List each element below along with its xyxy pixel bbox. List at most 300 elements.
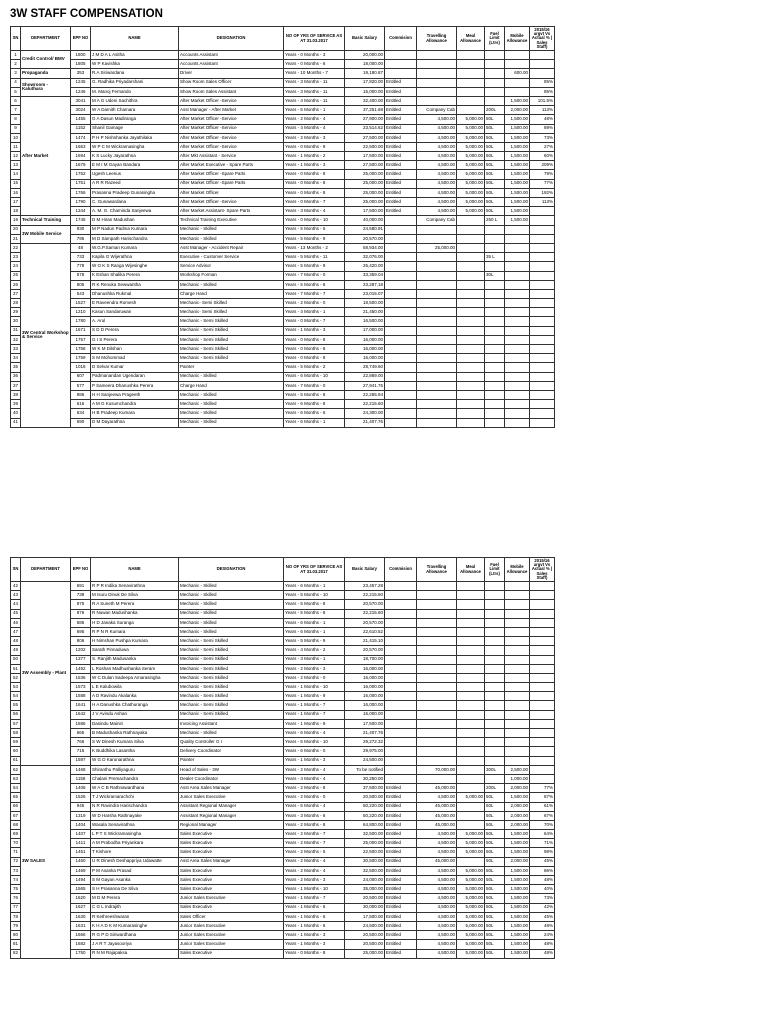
header-meal-allowance: Meal Allowance [457,558,485,582]
cell-designation: Mechanic- Semi Skilled [179,308,284,317]
cell-mobile-allowance: 1,500.00 [505,170,530,179]
cell-service-years: Years - 0 Months - 8 [284,335,345,344]
cell-epf-no: 543 [71,289,91,298]
cell-service-years: Years - 4 Months - 4 [284,124,345,133]
cell-commision [385,747,417,756]
cell-target-vs-actual: 40% [530,885,555,894]
cell-epf-no: 607 [71,372,91,381]
cell-meal-allowance [457,299,485,308]
cell-mobile-allowance: 1,500.00 [505,115,530,124]
cell-designation: Mechanic - Skilled [179,609,284,618]
table-row [11,591,555,600]
table-row [11,142,555,151]
table-header-row [11,558,555,582]
table-row [11,198,555,207]
cell-target-vs-actual [530,271,555,280]
cell-target-vs-actual [530,609,555,618]
cell-fuel-limit: 50L [485,839,505,848]
cell-fuel-limit: 50L [485,903,505,912]
cell-fuel-limit [485,774,505,783]
cell-basic-salary: 29,975.00 [345,747,385,756]
cell-service-years: Years - 5 Months - 1 [284,106,345,115]
cell-target-vs-actual [530,600,555,609]
cell-epf-no: 1745 [71,216,91,225]
cell-target-vs-actual [530,225,555,234]
cell-target-vs-actual: 24% [530,931,555,940]
table-row [11,115,555,124]
cell-meal-allowance [457,756,485,765]
cell-target-vs-actual [530,710,555,719]
table-row [11,784,555,793]
table-row [11,931,555,940]
cell-designation: Sales Executive [179,885,284,894]
cell-fuel-limit: 50L [485,115,505,124]
cell-commision: Entitled [385,903,417,912]
cell-fuel-limit [485,692,505,701]
cell-mobile-allowance [505,710,530,719]
cell-department: Propaganda [21,69,71,78]
cell-basic-salary: 27,500.00 [345,133,385,142]
table-row [11,60,555,69]
cell-meal-allowance: 5,000.00 [457,839,485,848]
cell-sn: 62 [11,765,21,774]
cell-department: 3W Assembly - Plant [21,582,71,766]
header-commision: Commision [385,27,417,51]
cell-target-vs-actual: 61% [530,802,555,811]
cell-epf-no: 806 [71,637,91,646]
cell-sn: 64 [11,784,21,793]
cell-commision: Entitled [385,188,417,197]
cell-mobile-allowance [505,289,530,298]
cell-commision [385,308,417,317]
cell-mobile-allowance [505,627,530,636]
cell-mobile-allowance [505,225,530,234]
cell-fuel-limit [485,345,505,354]
cell-epf-no: 1757 [71,335,91,344]
cell-mobile-allowance: 1,500.00 [505,133,530,142]
cell-commision [385,637,417,646]
cell-target-vs-actual [530,637,555,646]
cell-target-vs-actual [530,243,555,252]
cell-service-years: Years - 1 Months - 2 [284,152,345,161]
cell-mobile-allowance [505,729,530,738]
cell-target-vs-actual: 87% [530,793,555,802]
cell-travelling-allowance [417,701,457,710]
cell-designation: Mechanic - Semi Skilled [179,637,284,646]
cell-sn: 31 [11,326,21,335]
cell-meal-allowance [457,673,485,682]
cell-meal-allowance [457,96,485,105]
cell-mobile-allowance [505,747,530,756]
cell-travelling-allowance: 4,500.00 [417,170,457,179]
cell-travelling-allowance: 4,500.00 [417,839,457,848]
cell-mobile-allowance [505,253,530,262]
cell-basic-salary: 28,749.60 [345,363,385,372]
table-row [11,600,555,609]
cell-name: W G D Karunarathna [91,756,179,765]
cell-epf-no: 1407 [71,830,91,839]
cell-sn: 82 [11,949,21,958]
cell-epf-no: 1679 [71,161,91,170]
cell-designation: Mechanic - Semi Skilled [179,335,284,344]
cell-target-vs-actual [530,280,555,289]
cell-epf-no: 1474 [71,133,91,142]
cell-epf-no: 1158 [71,774,91,783]
cell-fuel-limit: 50L [485,802,505,811]
cell-name: Shiranthu Palliyaguru [91,765,179,774]
cell-basic-salary: 30,000.00 [345,903,385,912]
cell-commision: Entitled [385,96,417,105]
cell-designation: Mechanic - Semi Skilled [179,655,284,664]
cell-sn: 33 [11,345,21,354]
cell-sn: 29 [11,308,21,317]
cell-commision [385,600,417,609]
header-sn: SN [11,558,21,582]
cell-basic-salary: 20,500.00 [345,940,385,949]
cell-designation: Show Room Sales Officer [179,78,284,87]
cell-target-vs-actual: 48% [530,115,555,124]
cell-basic-salary: 16,000.00 [345,664,385,673]
cell-travelling-allowance: 45,000.00 [417,784,457,793]
table-row [11,170,555,179]
cell-department: 3W SALES [21,765,71,958]
cell-target-vs-actual: 70% [530,820,555,829]
cell-service-years: Years - 10 Months - 7 [284,69,345,78]
cell-epf-no: 1751 [71,179,91,188]
cell-fuel-limit [485,326,505,335]
cell-mobile-allowance [505,78,530,87]
cell-basic-salary: 17,500.00 [345,152,385,161]
cell-service-years: Years - 6 Months - 0 [284,747,345,756]
table-row [11,234,555,243]
cell-service-years: Years - 2 Months - 4 [284,866,345,875]
cell-fuel-limit: 50L [485,161,505,170]
cell-fuel-limit [485,234,505,243]
cell-name: M. Manoj Fernando [91,87,179,96]
table-row [11,345,555,354]
cell-epf-no: 691 [71,582,91,591]
cell-meal-allowance [457,609,485,618]
table-row [11,765,555,774]
cell-mobile-allowance [505,400,530,409]
cell-commision: Entitled [385,857,417,866]
cell-fuel-limit: 50L [485,931,505,940]
cell-fuel-limit [485,78,505,87]
cell-name: Ugesh Leenus [91,170,179,179]
cell-basic-salary: 23,015.07 [345,289,385,298]
cell-travelling-allowance [417,618,457,627]
cell-epf-no: 1805 [71,60,91,69]
table-row [11,894,555,903]
cell-sn: 12 [11,152,21,161]
cell-name: S M Gayan Asanka [91,876,179,885]
cell-sn: 69 [11,830,21,839]
cell-meal-allowance [457,262,485,271]
cell-sn: 50 [11,655,21,664]
cell-designation: Mechanic - Semi Skilled [179,710,284,719]
cell-fuel-limit: 50L [485,940,505,949]
cell-meal-allowance: 5,000.00 [457,207,485,216]
cell-designation: Service Advisor [179,262,284,271]
cell-epf-no: 886 [71,390,91,399]
cell-basic-salary: 18,700.00 [345,655,385,664]
cell-sn: 52 [11,673,21,682]
cell-commision [385,756,417,765]
cell-epf-no: 577 [71,381,91,390]
cell-target-vs-actual [530,418,555,427]
cell-basic-salary: 32,076.00 [345,253,385,262]
cell-fuel-limit [485,400,505,409]
cell-epf-no: 876 [71,609,91,618]
cell-commision [385,683,417,692]
cell-basic-salary: 19,180.87 [345,69,385,78]
cell-department: Credit Control/ BMV [21,51,71,69]
cell-fuel-limit [485,354,505,363]
table-row [11,912,555,921]
cell-target-vs-actual: 89% [530,124,555,133]
table-row [11,811,555,820]
cell-target-vs-actual: 77% [530,179,555,188]
cell-service-years: Years - 6 Months - 6 [284,409,345,418]
cell-designation: Mechanic - Skilled [179,418,284,427]
cell-meal-allowance: 5,000.00 [457,885,485,894]
cell-service-years: Years - 1 Months - 3 [284,931,345,940]
cell-epf-no: 1018 [71,363,91,372]
cell-fuel-limit [485,582,505,591]
cell-travelling-allowance: 4,500.00 [417,903,457,912]
table-row [11,354,555,363]
cell-meal-allowance: 5,000.00 [457,161,485,170]
cell-basic-salary: 32,500.00 [345,866,385,875]
cell-fuel-limit: 35 L [485,253,505,262]
cell-fuel-limit [485,317,505,326]
cell-fuel-limit [485,591,505,600]
cell-sn: 19 [11,216,21,225]
cell-target-vs-actual [530,400,555,409]
cell-epf-no: 1344 [71,207,91,216]
table-row [11,637,555,646]
compensation-table-2 [10,557,555,959]
cell-commision [385,719,417,728]
cell-meal-allowance [457,51,485,60]
cell-target-vs-actual: 73% [530,894,555,903]
cell-name: T J Wickramarachchi [91,793,179,802]
cell-service-years: Years - 2 Months - 8 [284,784,345,793]
cell-epf-no: 1800 [71,51,91,60]
cell-name: J V Avindu Ashan [91,710,179,719]
cell-designation: Junior Sales Executive [179,931,284,940]
cell-epf-no: 1202 [71,646,91,655]
cell-name: K Eshan Shalika Perera [91,271,179,280]
cell-travelling-allowance [417,317,457,326]
cell-commision [385,627,417,636]
table-row [11,133,555,142]
cell-meal-allowance: 5,000.00 [457,903,485,912]
cell-designation: Mechanic- Semi Skilled [179,299,284,308]
table-row [11,848,555,857]
cell-fuel-limit [485,609,505,618]
cell-fuel-limit [485,390,505,399]
cell-target-vs-actual [530,381,555,390]
cell-fuel-limit [485,747,505,756]
cell-target-vs-actual [530,747,555,756]
cell-service-years: Years - 2 Months - 4 [284,765,345,774]
cell-fuel-limit [485,627,505,636]
cell-target-vs-actual: 79% [530,170,555,179]
cell-designation: Mechanic - Semi Skilled [179,673,284,682]
cell-mobile-allowance [505,234,530,243]
cell-epf-no: 875 [71,600,91,609]
cell-commision: Entitled [385,170,417,179]
cell-epf-no: 1411 [71,839,91,848]
cell-name: U R Dinesh Deshappriya Udawatte [91,857,179,866]
cell-travelling-allowance [417,289,457,298]
cell-basic-salary: 32,400.00 [345,96,385,105]
table-row [11,876,555,885]
cell-target-vs-actual [530,253,555,262]
cell-sn: 56 [11,710,21,719]
cell-mobile-allowance [505,271,530,280]
header-designation: DESIGNATION [179,558,284,582]
cell-basic-salary: 16,000.00 [345,710,385,719]
table-row [11,207,555,216]
cell-target-vs-actual: 209% [530,161,555,170]
cell-travelling-allowance: 4,500.00 [417,894,457,903]
cell-mobile-allowance: 1,500.00 [505,124,530,133]
cell-mobile-allowance [505,262,530,271]
cell-service-years: Years - 1 Months - 3 [284,161,345,170]
cell-sn: 79 [11,921,21,930]
cell-designation: Mechanic - Skilled [179,409,284,418]
cell-meal-allowance [457,710,485,719]
cell-name: L Roshan Madhushanka Seram [91,664,179,673]
cell-fuel-limit: 50L [485,793,505,802]
cell-target-vs-actual: 71% [530,839,555,848]
cell-commision: Entitled [385,839,417,848]
cell-meal-allowance: 5,000.00 [457,894,485,903]
cell-sn: 16 [11,188,21,197]
cell-meal-allowance [457,802,485,811]
cell-fuel-limit [485,710,505,719]
cell-basic-salary: 30,500.00 [345,857,385,866]
cell-name: G. Radhika Priyadarshani [91,78,179,87]
cell-name: H Nimshan Pushpa Kumara [91,637,179,646]
cell-epf-no: 766 [71,738,91,747]
cell-epf-no: 1319 [71,811,91,820]
cell-service-years: Years - 6 Months - 1 [284,627,345,636]
cell-mobile-allowance [505,600,530,609]
cell-sn: 73 [11,866,21,875]
cell-name: C G L Indrajith [91,903,179,912]
cell-commision: Entitled [385,876,417,885]
cell-travelling-allowance [417,253,457,262]
cell-target-vs-actual [530,618,555,627]
header-epf-no: EPF NO [71,558,91,582]
cell-commision [385,225,417,234]
cell-epf-no: 578 [71,271,91,280]
cell-commision [385,280,417,289]
cell-sn: 75 [11,885,21,894]
cell-designation: Technical Training Executive [179,216,284,225]
cell-commision: Entitled [385,784,417,793]
header-fuel-limit: Fuel Limit (Ltrs) [485,27,505,51]
cell-travelling-allowance: 4,500.00 [417,885,457,894]
cell-name: D M Dayarathna [91,418,179,427]
cell-sn: 44 [11,600,21,609]
cell-basic-salary: 22,500.00 [345,142,385,151]
cell-target-vs-actual [530,692,555,701]
cell-sn: 61 [11,756,21,765]
cell-designation: Sales Executive [179,839,284,848]
cell-service-years: Years - 5 Months - 9 [284,234,345,243]
cell-service-years: Years - 2 Months - 7 [284,830,345,839]
cell-sn: 46 [11,618,21,627]
cell-department: 3W Central Workshop & Service [21,243,71,427]
cell-basic-salary: 27,900.00 [345,115,385,124]
cell-sn: 77 [11,903,21,912]
cell-mobile-allowance: 2,000.00 [505,857,530,866]
cell-fuel-limit: 50L [485,179,505,188]
cell-sn: 20 [11,225,21,234]
cell-designation: After Market Officer -Spare Parts [179,179,284,188]
cell-service-years: Years - 3 Months - 1 [284,655,345,664]
table-row [11,793,555,802]
cell-sn: 3 [11,69,21,78]
cell-sn: 14 [11,170,21,179]
cell-designation: Mechanic - Skilled [179,600,284,609]
cell-travelling-allowance [417,400,457,409]
cell-fuel-limit: 300L [485,765,505,774]
cell-epf-no: 3041 [71,96,91,105]
table-row [11,225,555,234]
cell-travelling-allowance [417,609,457,618]
cell-target-vs-actual [530,646,555,655]
cell-meal-allowance [457,60,485,69]
cell-mobile-allowance: 1,500.00 [505,931,530,940]
cell-travelling-allowance: 4,500.00 [417,207,457,216]
cell-meal-allowance: 5,000.00 [457,793,485,802]
cell-designation: Quality Controller G I [179,738,284,747]
cell-basic-salary: 23,287.18 [345,280,385,289]
cell-fuel-limit [485,60,505,69]
cell-service-years: Years - 1 Months - 6 [284,912,345,921]
header-epf-no: EPF NO [71,27,91,51]
cell-commision [385,390,417,399]
cell-target-vs-actual: 45% [530,857,555,866]
cell-name: W O K S Ranga Wijesinghe [91,262,179,271]
cell-service-years: Years - 6 Months - 1 [284,582,345,591]
cell-basic-salary: 16,000.00 [345,345,385,354]
cell-travelling-allowance [417,363,457,372]
cell-target-vs-actual [530,234,555,243]
cell-fuel-limit: 50L [485,949,505,958]
cell-fuel-limit: 50L [485,207,505,216]
cell-travelling-allowance: 4,500.00 [417,940,457,949]
cell-epf-no: 805 [71,280,91,289]
cell-meal-allowance: 5,000.00 [457,949,485,958]
cell-fuel-limit [485,418,505,427]
cell-commision: Entitled [385,198,417,207]
cell-sn: 39 [11,400,21,409]
cell-service-years: Years - 6 Months - 10 [284,372,345,381]
cell-service-years: Years - 0 Months - 6 [284,60,345,69]
cell-travelling-allowance [417,280,457,289]
cell-meal-allowance [457,87,485,96]
cell-service-years: Years - 5 Months - 8 [284,280,345,289]
cell-fuel-limit: 50L [485,133,505,142]
cell-name: G A Dasun Madiranga [91,115,179,124]
cell-target-vs-actual [530,372,555,381]
